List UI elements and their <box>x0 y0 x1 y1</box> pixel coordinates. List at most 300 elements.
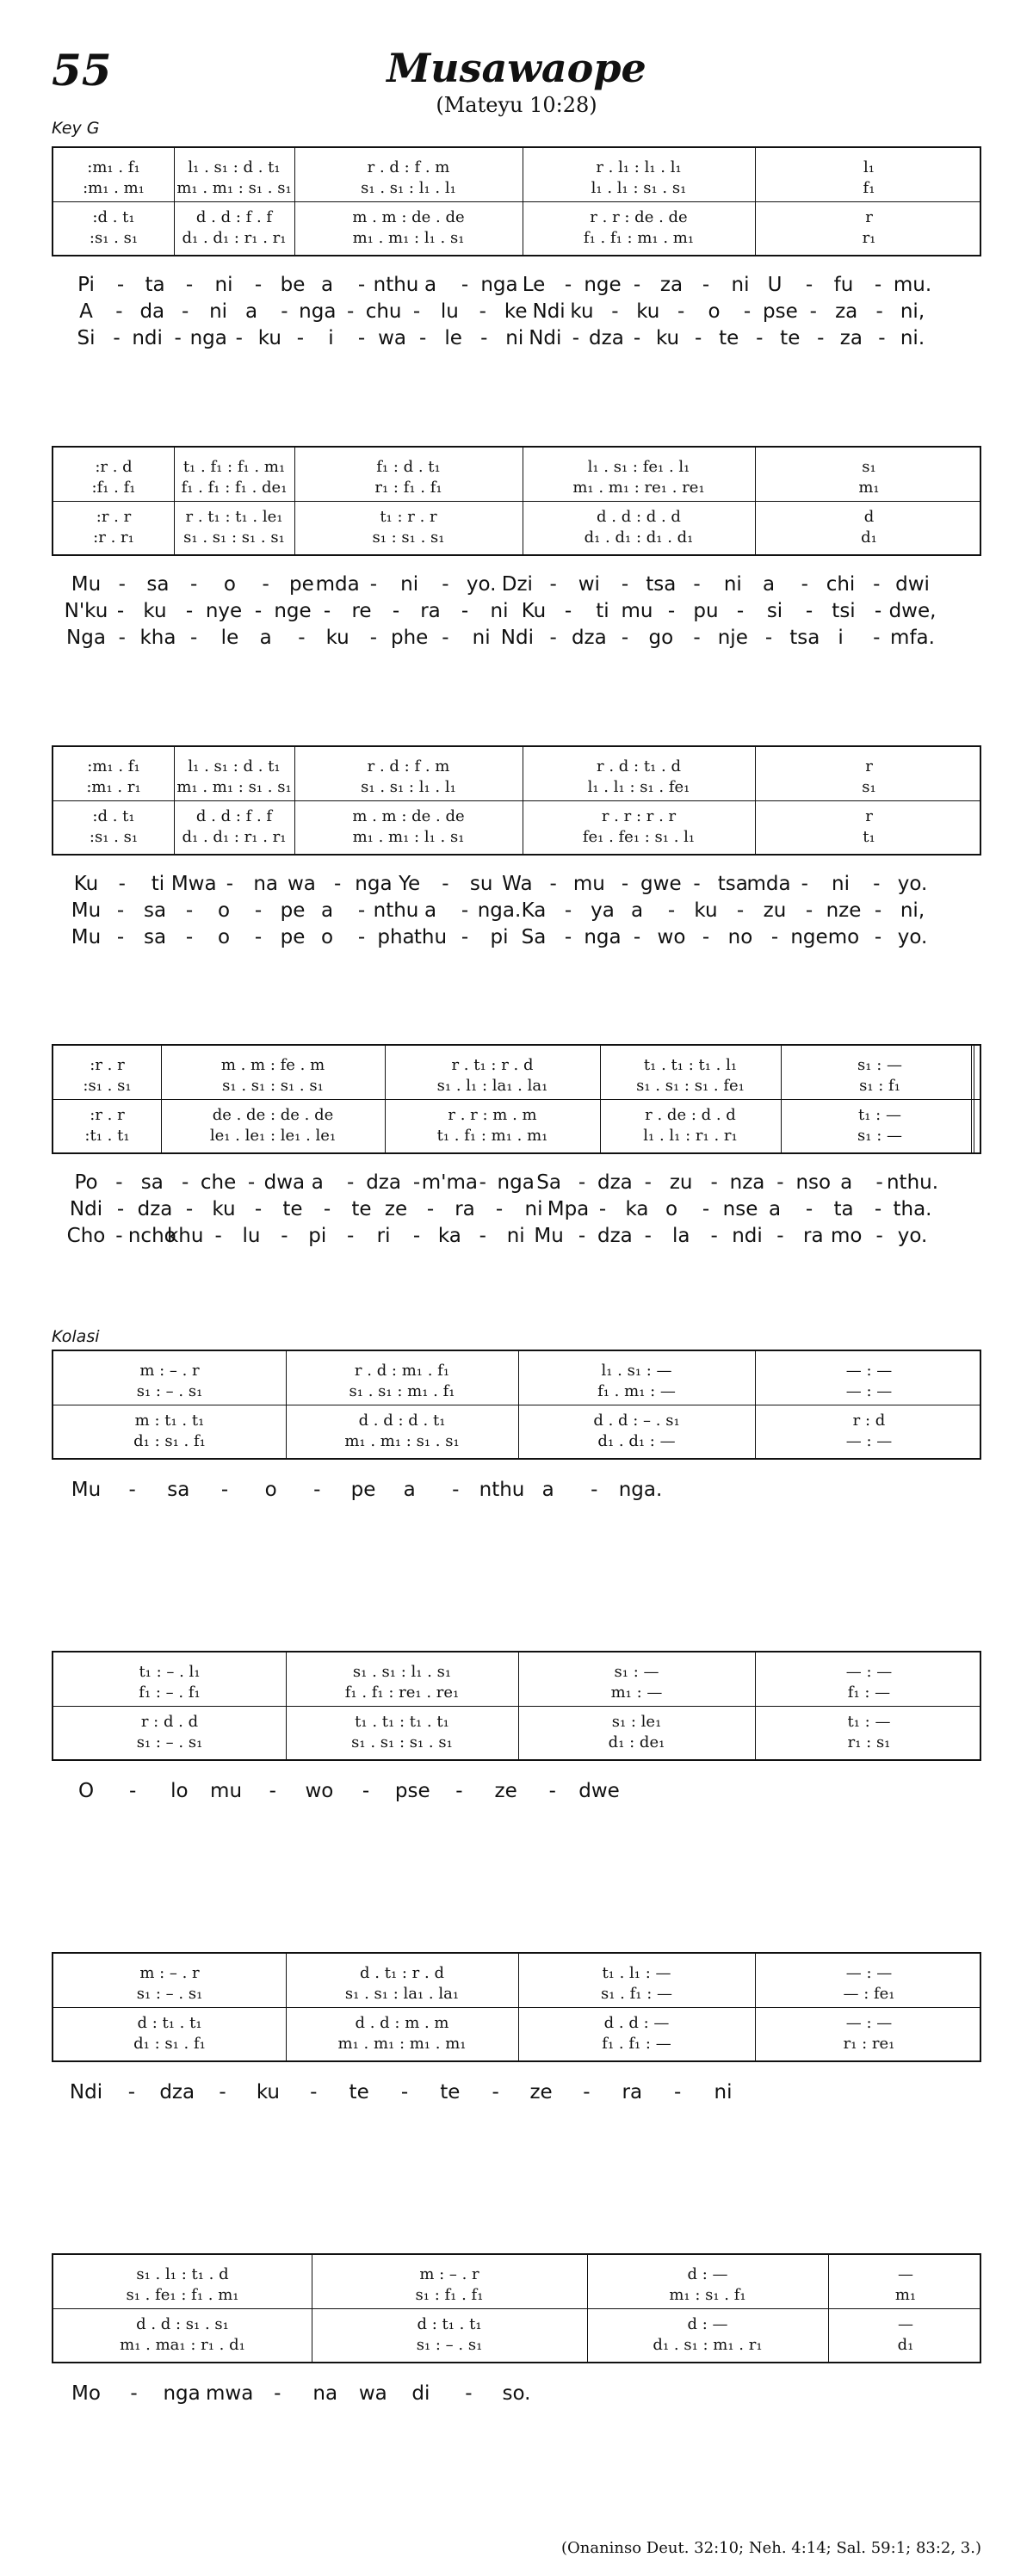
lyric-syllable: - <box>621 627 629 649</box>
lyric-syllable: tsa <box>789 627 820 649</box>
lyric-line <box>60 1479 981 1505</box>
lyric-syllable: ya <box>591 899 615 922</box>
lyric-syllable: - <box>412 1225 421 1247</box>
lyric-syllable: no <box>727 926 753 948</box>
lyric-syllable: dza <box>571 627 607 649</box>
lyric-syllable: ni <box>506 1225 525 1247</box>
lyric-syllable: - <box>254 1198 263 1220</box>
lyric-syllable: ku <box>257 327 281 349</box>
note-cell: d₁ . s₁ : m₁ . r₁ <box>653 2336 763 2354</box>
lyric-syllable: ni <box>505 327 524 349</box>
lyric-syllable: ni <box>832 873 850 895</box>
lyric-syllable: mu <box>572 873 605 895</box>
note-cell: t₁ : — <box>858 1106 901 1124</box>
note-cell: r <box>865 807 873 825</box>
note-cell: t₁ <box>863 828 875 846</box>
voice-row <box>53 528 980 549</box>
lyric-syllable: - <box>805 600 813 622</box>
note-cell: s₁ . s₁ : s₁ . s₁ <box>222 1077 324 1095</box>
lyric-syllable: a <box>320 899 334 922</box>
lyric-syllable: nga <box>497 1171 535 1194</box>
note-cell: d : t₁ . t₁ <box>417 2315 482 2333</box>
lyric-syllable: - <box>219 2081 226 2103</box>
lyric-syllable: ni, <box>900 899 925 922</box>
lyric-syllable: - <box>805 274 813 296</box>
lyric-syllable: - <box>873 873 881 895</box>
note-cell: r <box>865 757 873 775</box>
lyric-syllable: ke <box>504 300 528 323</box>
lyric-syllable: za <box>659 274 684 296</box>
lyric-syllable: - <box>633 926 641 948</box>
lyric-syllable: - <box>118 627 126 649</box>
footer-references: (Onaninso Deut. 32:10; Neh. 4:14; Sal. 59:1; 83:2, 3.) <box>560 2539 981 2557</box>
note-cell: m₁ . m₁ : s₁ . s₁ <box>176 179 292 197</box>
lyric-syllable: - <box>247 1171 256 1194</box>
lyric-syllable: ri <box>376 1225 391 1247</box>
lyric-syllable: tha. <box>893 1198 932 1220</box>
lyric-syllable: - <box>442 873 449 895</box>
lyric-syllable: be <box>280 274 306 296</box>
lyric-syllable: - <box>185 899 194 922</box>
voice-row <box>53 1106 980 1127</box>
lyric-syllable: - <box>461 926 469 948</box>
lyric-syllable: Cho <box>66 1225 106 1247</box>
voice-row <box>53 458 980 479</box>
note-cell: m₁ : s₁ . f₁ <box>669 2286 746 2304</box>
music-system <box>52 1350 981 1460</box>
voice-row <box>53 1964 980 1985</box>
note-cell: t₁ . t₁ : t₁ . l₁ <box>643 1056 738 1074</box>
lyric-syllable: - <box>116 600 125 622</box>
note-cell: d₁ : s₁ . f₁ <box>133 2035 206 2053</box>
lyric-syllable: - <box>369 627 378 649</box>
lyric-syllable: - <box>185 600 194 622</box>
lyric-syllable: pi <box>308 1225 327 1247</box>
lyric-syllable: a <box>403 1479 416 1501</box>
lyric-syllable: - <box>874 1198 882 1220</box>
lyrics-block <box>60 1171 981 1251</box>
note-cell: d . d : — <box>603 2014 670 2032</box>
staff-divider <box>53 201 980 202</box>
voice-row <box>53 2014 980 2035</box>
note-cell: f₁ : – . f₁ <box>139 1683 201 1702</box>
lyric-syllable: - <box>461 274 469 296</box>
lyric-syllable: - <box>702 926 710 948</box>
lyric-syllable: - <box>693 627 701 649</box>
lyric-syllable: nza <box>729 1171 765 1194</box>
lyric-syllable: wa <box>287 873 316 895</box>
lyric-syllable: - <box>323 1198 331 1220</box>
lyric-syllable: go <box>648 627 674 649</box>
lyric-syllable: ku <box>655 327 680 349</box>
note-cell: s₁ . l₁ : la₁ . la₁ <box>436 1077 548 1095</box>
lyric-syllable: ta <box>145 274 165 296</box>
lyric-syllable: ni <box>524 1198 543 1220</box>
note-cell: s₁ . l₁ : t₁ . d <box>136 2265 229 2283</box>
note-cell: d₁ <box>861 528 877 547</box>
lyrics-block <box>60 873 981 953</box>
note-cell: — : fe₁ <box>843 1985 895 2003</box>
lyric-syllable: - <box>347 1171 355 1194</box>
voice-row <box>53 508 980 528</box>
note-cell: s₁ . s₁ : s₁ . fe₁ <box>636 1077 745 1095</box>
lyric-syllable: - <box>564 274 572 296</box>
lyric-syllable: - <box>492 2081 499 2103</box>
lyric-syllable: ku <box>570 300 594 323</box>
note-cell: m₁ . m₁ : s₁ . s₁ <box>344 1432 460 1450</box>
lyric-syllable: - <box>254 274 263 296</box>
lyric-syllable: pse <box>394 1780 430 1802</box>
lyric-syllable: Ndi <box>69 2081 103 2103</box>
lyric-syllable: Ndi <box>69 1198 103 1220</box>
hymn-title: Musawaope <box>387 45 646 91</box>
lyric-syllable: - <box>874 899 882 922</box>
lyric-syllable: Po <box>74 1171 98 1194</box>
lyric-syllable: Mu <box>534 1225 564 1247</box>
note-cell: s₁ : s₁ . s₁ <box>372 528 445 547</box>
note-cell: :m₁ . f₁ <box>87 158 140 176</box>
lyric-syllable: pe <box>280 899 306 922</box>
lyric-syllable: - <box>873 573 881 596</box>
lyric-syllable: tsa <box>717 873 748 895</box>
lyric-syllable: - <box>667 899 676 922</box>
lyric-syllable: nga <box>480 274 518 296</box>
lyric-syllable: ku <box>212 1198 236 1220</box>
lyric-syllable: - <box>281 300 288 323</box>
note-cell: f₁ . f₁ : m₁ . m₁ <box>583 229 695 247</box>
note-cell: m₁ . m₁ : s₁ . s₁ <box>176 778 292 796</box>
lyric-syllable: pu <box>693 600 719 622</box>
note-cell: — <box>898 2265 913 2283</box>
note-cell: r . r : m . m <box>448 1106 537 1124</box>
note-cell: s₁ . s₁ : l₁ . l₁ <box>361 179 456 197</box>
lyric-syllable: di <box>411 2382 430 2405</box>
note-cell: m₁ . m₁ : re₁ . re₁ <box>572 479 705 497</box>
lyrics-block <box>60 274 981 354</box>
chorus-label: Kolasi <box>52 1327 100 1346</box>
lyric-syllable: Ka <box>521 899 547 922</box>
lyrics-block <box>60 2081 981 2108</box>
lyric-syllable: Dzi <box>501 573 533 596</box>
lyric-syllable: wo <box>305 1780 334 1802</box>
note-cell: d . d : f . f <box>195 807 273 825</box>
lyric-syllable: i <box>838 627 844 649</box>
lyric-syllable: kha <box>139 627 176 649</box>
note-cell: :r . r <box>96 508 132 526</box>
lyric-syllable: na <box>253 873 279 895</box>
note-cell: :s₁ . s₁ <box>83 1077 132 1095</box>
lyric-syllable: nthu <box>479 1479 525 1501</box>
lyric-syllable: ku <box>143 600 167 622</box>
lyric-syllable: ni <box>490 600 509 622</box>
lyric-syllable: a <box>630 899 644 922</box>
lyric-syllable: - <box>190 627 198 649</box>
lyric-syllable: tsa <box>646 573 677 596</box>
note-cell: :m₁ . m₁ <box>83 179 145 197</box>
lyric-syllable: a <box>424 274 437 296</box>
lyric-syllable: Ndi <box>532 300 566 323</box>
lyric-syllable: mu <box>621 600 653 622</box>
lyrics-block <box>60 1479 981 1505</box>
voice-row <box>53 1412 980 1432</box>
lyric-syllable: - <box>677 300 685 323</box>
lyric-syllable: - <box>174 327 182 349</box>
note-cell: l₁ . s₁ : fe₁ . l₁ <box>587 458 690 476</box>
note-cell: f₁ . f₁ : re₁ . re₁ <box>344 1683 460 1702</box>
voice-row <box>53 1733 980 1754</box>
lyric-syllable: - <box>334 873 342 895</box>
hymn-number: 55 <box>52 45 112 96</box>
lyric-syllable: zu <box>763 899 787 922</box>
note-cell: s₁ . f₁ : — <box>600 1985 672 2003</box>
lyric-syllable: khu <box>166 1225 204 1247</box>
note-cell: — : — <box>845 1382 893 1400</box>
lyric-syllable: nye <box>205 600 243 622</box>
lyric-line <box>60 899 981 926</box>
lyric-syllable: te <box>440 2081 461 2103</box>
lyric-syllable: ku <box>694 899 718 922</box>
lyric-syllable: ku <box>256 2081 281 2103</box>
lyric-line <box>60 2382 981 2409</box>
lyric-syllable: - <box>369 573 378 596</box>
note-cell: r₁ <box>862 229 876 247</box>
lyric-syllable: - <box>776 1171 784 1194</box>
lyric-syllable: so. <box>502 2382 531 2405</box>
lyric-syllable: U <box>767 274 782 296</box>
note-cell: f₁ . f₁ : f₁ . de₁ <box>181 479 288 497</box>
note-cell: d₁ . d₁ : r₁ . r₁ <box>182 229 287 247</box>
lyric-syllable: Le <box>522 274 546 296</box>
scripture-reference: (Mateyu 10:28) <box>436 93 597 117</box>
note-cell: d₁ . d₁ : — <box>597 1432 676 1450</box>
lyric-syllable: ndi <box>132 327 163 349</box>
note-cell: r₁ : f₁ . f₁ <box>374 479 442 497</box>
note-cell: r <box>865 208 873 226</box>
note-cell: r . r : de . de <box>590 208 688 226</box>
lyric-syllable: - <box>878 327 886 349</box>
lyric-syllable: - <box>442 573 449 596</box>
note-cell: l₁ . l₁ : s₁ . fe₁ <box>587 778 690 796</box>
lyric-syllable: nthu. <box>886 1171 939 1194</box>
lyric-syllable: - <box>226 873 234 895</box>
lyric-syllable: - <box>357 899 366 922</box>
lyric-syllable: za <box>835 300 858 323</box>
voice-row <box>53 158 980 179</box>
lyric-line <box>60 300 981 327</box>
note-cell: d . d : f . f <box>195 208 273 226</box>
voice-row <box>53 1683 980 1704</box>
lyric-syllable: - <box>254 899 263 922</box>
lyric-line <box>60 1225 981 1251</box>
lyric-syllable: - <box>874 600 882 622</box>
lyric-syllable: phe <box>390 627 429 649</box>
note-cell: s₁ <box>862 778 876 796</box>
staff-divider <box>53 2308 980 2309</box>
note-cell: :d . t₁ <box>92 807 135 825</box>
note-cell: r : d <box>852 1412 886 1430</box>
lyric-syllable: zu <box>669 1171 693 1194</box>
lyric-syllable: - <box>621 573 629 596</box>
lyric-syllable: - <box>549 573 557 596</box>
lyric-syllable: mo <box>827 926 860 948</box>
note-cell: d : t₁ . t₁ <box>137 2014 202 2032</box>
voice-row <box>53 229 980 250</box>
lyric-syllable: ze <box>494 1780 517 1802</box>
lyric-syllable: ni <box>714 2081 733 2103</box>
note-cell: r . r : r . r <box>601 807 677 825</box>
lyric-syllable: a <box>840 1171 853 1194</box>
lyric-syllable: ni <box>400 573 419 596</box>
note-cell: d₁ : de₁ <box>608 1733 665 1751</box>
note-cell: — : — <box>845 1432 893 1450</box>
lyric-syllable: - <box>770 926 779 948</box>
note-cell: d₁ <box>897 2336 914 2354</box>
note-cell: — : — <box>845 2014 893 2032</box>
lyric-syllable: ti <box>596 600 609 622</box>
lyric-syllable: chu <box>365 300 402 323</box>
voice-row <box>53 208 980 229</box>
lyric-syllable: - <box>805 899 813 922</box>
voice-row <box>53 179 980 200</box>
lyric-syllable: - <box>357 274 366 296</box>
lyric-syllable: - <box>116 274 125 296</box>
note-cell: :r . r <box>90 1106 125 1124</box>
lyric-syllable: - <box>118 873 126 895</box>
note-cell: r₁ : s₁ <box>847 1733 891 1751</box>
lyric-syllable: - <box>115 300 123 323</box>
lyric-syllable: - <box>591 1479 598 1501</box>
lyric-syllable: Mu <box>71 899 102 922</box>
lyric-syllable: - <box>673 2081 682 2103</box>
lyric-syllable: - <box>583 2081 591 2103</box>
note-cell: — <box>898 2315 913 2333</box>
lyric-syllable: - <box>644 1171 652 1194</box>
lyric-line <box>60 327 981 354</box>
lyric-syllable: - <box>442 627 449 649</box>
lyric-syllable: nga <box>189 327 227 349</box>
note-cell: f₁ : d . t₁ <box>376 458 441 476</box>
lyric-syllable: ni <box>731 274 750 296</box>
lyric-line <box>60 1780 981 1807</box>
lyric-syllable: nthu <box>373 274 419 296</box>
staff-divider <box>53 501 980 502</box>
note-cell: t₁ . l₁ : — <box>602 1964 671 1982</box>
lyric-syllable: o <box>320 926 334 948</box>
voice-row <box>53 2035 980 2055</box>
lyric-syllable: Nga <box>66 627 106 649</box>
lyric-syllable: ra <box>420 600 441 622</box>
note-cell: s₁ : — <box>857 1127 902 1145</box>
lyric-syllable: dwi <box>895 573 930 596</box>
lyric-syllable: mo <box>830 1225 863 1247</box>
note-cell: t₁ . f₁ : f₁ . m₁ <box>182 458 286 476</box>
lyric-syllable: - <box>185 1198 194 1220</box>
note-cell: d . d : – . s₁ <box>593 1412 680 1430</box>
note-cell: s₁ . s₁ : m₁ . f₁ <box>349 1382 455 1400</box>
note-cell: :r . r <box>90 1056 125 1074</box>
lyric-syllable: da <box>139 300 165 323</box>
lyric-syllable: - <box>412 1171 421 1194</box>
voice-row <box>53 778 980 799</box>
lyric-syllable: Sa <box>521 926 547 948</box>
lyric-syllable: pe <box>280 926 306 948</box>
voice-row <box>53 2336 980 2357</box>
note-cell: :t₁ . t₁ <box>84 1127 130 1145</box>
lyric-syllable: - <box>115 1171 123 1194</box>
lyric-syllable: - <box>756 327 764 349</box>
lyric-syllable: A <box>79 300 93 323</box>
lyric-syllable: Ku <box>521 600 547 622</box>
note-cell: :f₁ . f₁ <box>91 479 136 497</box>
note-cell: s₁ : f₁ <box>859 1077 900 1095</box>
note-cell: d : — <box>687 2315 728 2333</box>
lyric-syllable: mfa. <box>890 627 935 649</box>
voice-row <box>53 1362 980 1382</box>
note-cell: m : – . r <box>139 1964 200 1982</box>
lyric-syllable: - <box>479 1171 486 1194</box>
lyrics-block <box>60 2382 981 2409</box>
note-cell: :r . d <box>95 458 133 476</box>
voice-row <box>53 1056 980 1077</box>
voice-row <box>53 757 980 778</box>
lyric-syllable: - <box>418 327 427 349</box>
lyric-syllable: - <box>817 327 825 349</box>
lyric-syllable: - <box>128 1479 136 1501</box>
lyric-syllable: - <box>736 600 745 622</box>
lyric-syllable: - <box>313 1479 321 1501</box>
lyric-syllable: - <box>113 327 121 349</box>
note-cell: r . de : d . d <box>645 1106 736 1124</box>
lyric-syllable: - <box>809 300 817 323</box>
lyric-syllable: nse <box>722 1198 758 1220</box>
lyric-syllable: O <box>77 1780 95 1802</box>
lyric-syllable: nga <box>299 300 337 323</box>
lyric-syllable: o <box>708 300 721 323</box>
voice-row <box>53 828 980 849</box>
voice-row <box>53 1663 980 1683</box>
lyric-syllable: - <box>548 1780 556 1802</box>
lyric-syllable: te <box>780 327 801 349</box>
note-cell: m₁ . ma₁ : r₁ . d₁ <box>120 2336 245 2354</box>
note-cell: d . d : m . m <box>355 2014 449 2032</box>
lyric-line <box>60 873 981 899</box>
lyric-syllable: nge <box>274 600 312 622</box>
lyric-syllable: Mu <box>71 1479 102 1501</box>
note-cell: t₁ . t₁ : t₁ . t₁ <box>355 1713 449 1731</box>
lyric-line <box>60 600 981 627</box>
note-cell: m : t₁ . t₁ <box>134 1412 205 1430</box>
lyric-syllable: dza <box>597 1225 633 1247</box>
lyric-syllable: - <box>392 600 400 622</box>
lyric-syllable: - <box>549 873 557 895</box>
note-cell: r . d : f . m <box>367 158 450 176</box>
lyric-syllable: - <box>578 1225 586 1247</box>
voice-row <box>53 1077 980 1097</box>
note-cell: m . m : fe . m <box>220 1056 325 1074</box>
note-cell: r . d : m₁ . f₁ <box>354 1362 450 1380</box>
lyric-syllable: dza <box>366 1171 401 1194</box>
lyric-syllable: - <box>129 1780 137 1802</box>
lyric-syllable: - <box>801 573 808 596</box>
lyric-syllable: - <box>564 926 572 948</box>
lyric-syllable: Ku <box>73 873 99 895</box>
lyric-syllable: mda <box>315 573 360 596</box>
lyric-syllable: - <box>347 300 355 323</box>
lyric-syllable: - <box>693 573 701 596</box>
lyric-syllable: lo <box>170 1780 189 1802</box>
note-cell: s₁ . fe₁ : f₁ . m₁ <box>126 2286 239 2304</box>
lyric-line <box>60 2081 981 2108</box>
